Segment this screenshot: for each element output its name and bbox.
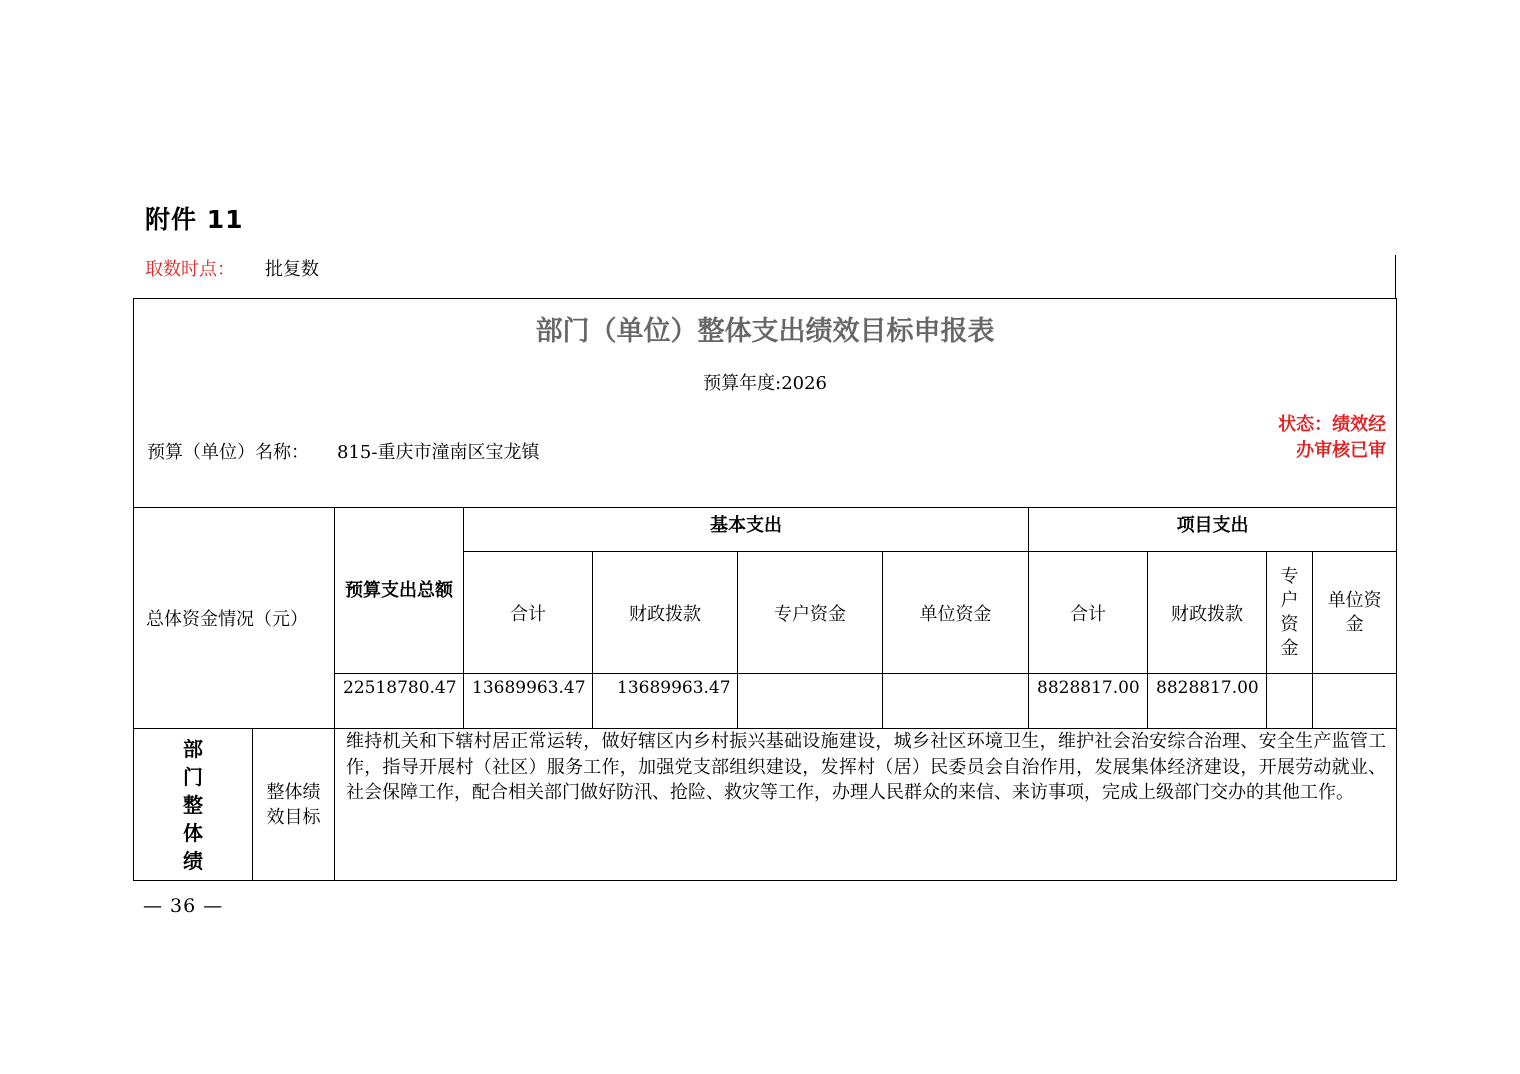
unit-name-label: 预算（单位）名称： [147,442,309,463]
budget-year: 预算年度:2026 [703,373,827,394]
data-point-value: 批复数 [265,259,319,280]
project-unit-value [1313,674,1397,729]
total-budget-header: 预算支出总额 [335,508,464,674]
total-budget-value: 22518780.47 [335,674,464,729]
project-fiscal-header: 财政拨款 [1148,552,1267,674]
basic-special-value [738,674,883,729]
data-point-label: 取数时点： [145,259,235,280]
funds-row-label: 总体资金情况（元） [134,508,335,729]
unit-name-line [147,438,539,464]
status-badge: 状态：绩效经办审核已审 [1278,414,1387,461]
project-unit-header: 单位资金 [1313,552,1397,674]
divider [1395,255,1396,299]
data-point-line [145,255,319,281]
basic-unit-value [883,674,1029,729]
basic-special-header: 专户资金 [738,552,883,674]
project-total-value: 8828817.00 [1029,674,1148,729]
basic-total-value: 13689963.47 [464,674,593,729]
goals-section-label: 部门整体绩 [134,729,253,881]
basic-unit-header: 单位资金 [883,552,1029,674]
basic-total-header: 合计 [464,552,593,674]
basic-fiscal-value: 13689963.47 [593,674,738,729]
attachment-label: 附件 11 [145,205,244,234]
performance-form-table [133,298,1397,881]
form-title: 部门（单位）整体支出绩效目标申报表 [535,316,995,347]
overall-goal-text: 维持机关和下辖村居正常运转，做好辖区内乡村振兴基础设施建设，城乡社区环境卫生，维护社会治安综合治理、安全生产监管工作，指导开展村（社区）服务工作，加强党支部组织建设，发挥村（居）民委员会自治作用，发展集体经济建设，开展劳动就业、社会保障工作，配合相关部门做好防汛、抢险、救灾等工作，办理人民群众的来信、来访事项，完成上级部门交办的其他工作。 [335,729,1397,881]
page-number: — 36 — [143,895,224,917]
overall-goal-label: 整体绩效目标 [253,729,335,881]
basic-fiscal-header: 财政拨款 [593,552,738,674]
form-header [134,299,1397,508]
project-special-header: 专户资金 [1267,552,1313,674]
project-fiscal-value: 8828817.00 [1148,674,1267,729]
project-total-header: 合计 [1029,552,1148,674]
basic-expense-header: 基本支出 [464,508,1029,552]
project-expense-header: 项目支出 [1029,508,1397,552]
unit-name-value: 815-重庆市潼南区宝龙镇 [337,442,540,463]
project-special-value [1267,674,1313,729]
